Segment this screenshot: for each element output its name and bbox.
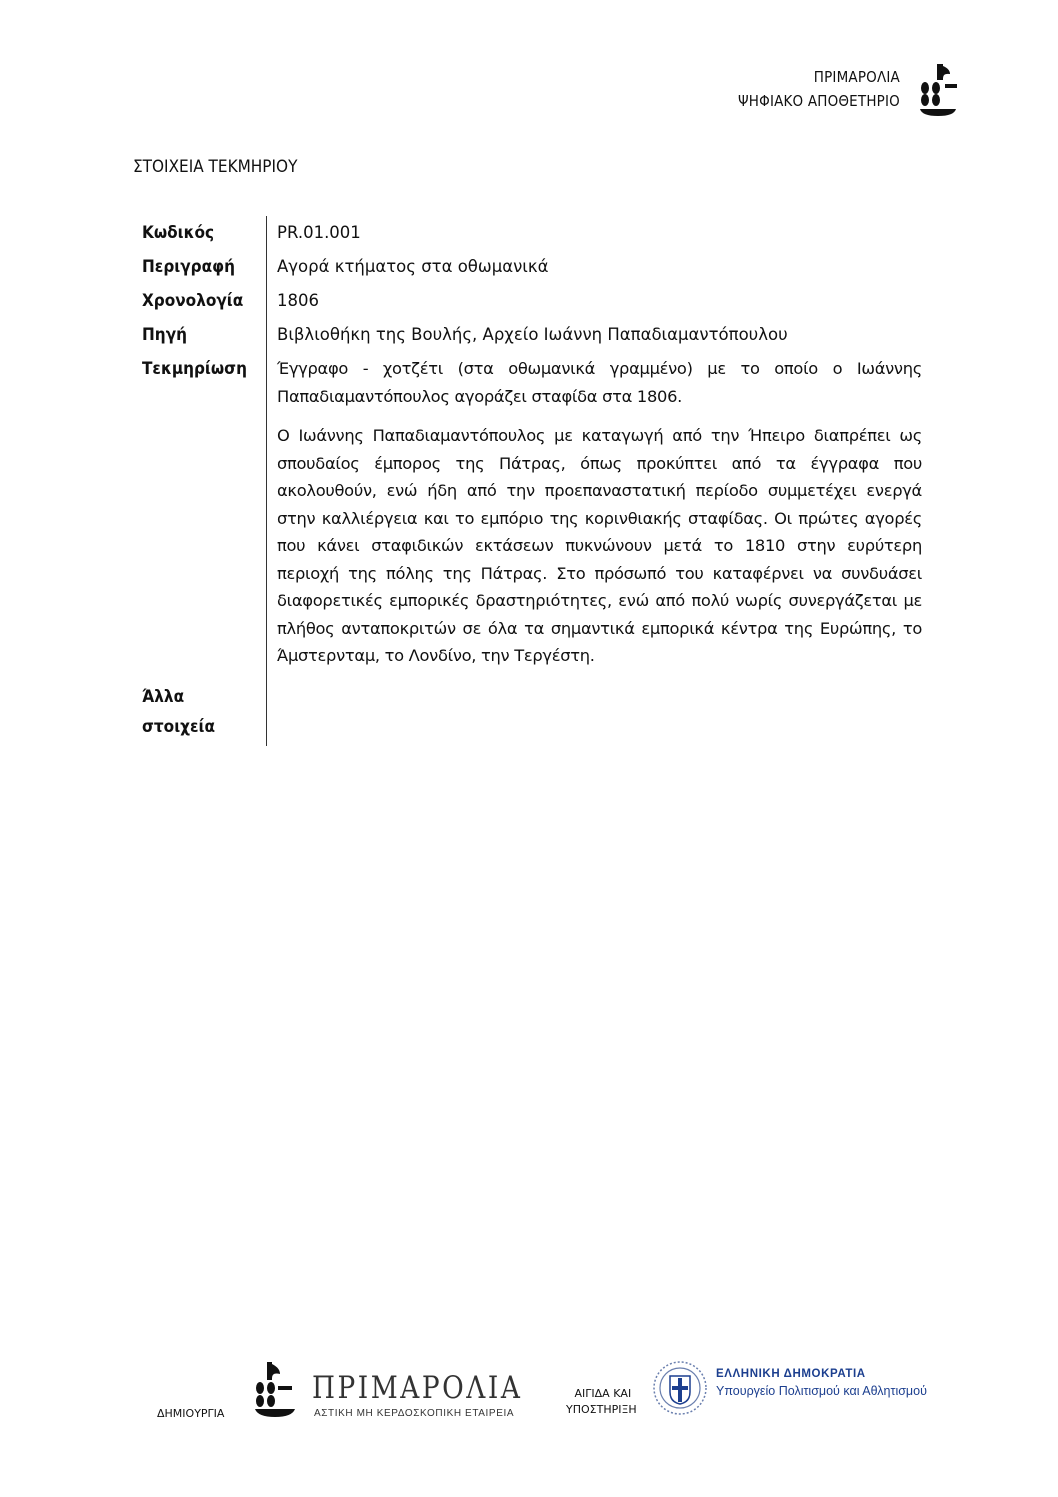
creation-label: ΔΗΜΙΟΥΡΓΙΑ (157, 1407, 225, 1420)
date-label: Χρονολογία (142, 291, 244, 311)
support-label-line1: ΑΙΓΙΔΑ ΚΑΙ (574, 1387, 632, 1400)
source-label: Πηγή (142, 325, 188, 345)
ministry-title: ΕΛΛΗΝΙΚΗ ΔΗΜΟΚΡΑΤΙΑ (716, 1368, 866, 1380)
header-brand-text (738, 65, 900, 113)
header (720, 62, 960, 116)
date-value: 1806 (266, 284, 922, 318)
metadata-table (142, 216, 922, 746)
other-value (266, 678, 922, 746)
support-label-line2: ΥΠΟΣΤΗΡΙΞΗ (566, 1403, 637, 1416)
row-description (142, 250, 922, 284)
code-value: PR.01.001 (266, 216, 922, 250)
header-brand-line1: ΠΡΙΜΑΡΟΛΙΑ (813, 68, 900, 86)
documentation-paragraph-1: Έγγραφο - χοτζέτι (στα οθωμανικά γραμμένο) με το οποίο ο Ιωάννης Παπαδιαμαντόπουλος αγοράζει σταφίδα στα 1806. (277, 359, 922, 406)
documentation-paragraph-2: Ο Ιωάννης Παπαδιαμαντόπουλος με καταγωγή από την Ήπειρο διαπρέπει ως σπουδαίος έμπορος της Πάτρας, όπως προκύπτει από τα έγγραφα που ακολουθούν, ενώ ήδη από την προεπαναστατική περίοδο συμμετέχει ενεργά στην καλλιέργεια και το εμπόριο της κορινθιακής σταφίδας. Οι πρώτες αγορές που κάνει σταφιδικών εκτάσεων πυκνώνουν μετά το 1810 στην ευρύτερη περιοχή της πόλης της Πάτρας. Στο πρόσωπό του καταφέρνει να συνδυάσει διαφορετικές εμπορικές δραστηριότητες, ενώ από πολύ νωρίς συνεργάζεται με πλήθος ανταποκριτών σε όλα τα σημαντικά εμπορικά κέντρα της Ευρώπης, το Άμστερνταμ, το Λονδίνο, την Τεργέστη. (277, 426, 922, 665)
row-documentation (142, 352, 922, 678)
code-label: Κωδικός (142, 223, 215, 243)
row-other (142, 678, 922, 746)
greek-coat-of-arms-icon (652, 1360, 708, 1416)
other-label: Άλλα στοιχεία (142, 686, 216, 737)
documentation-value (266, 352, 922, 678)
primarolia-footer-logo-icon (252, 1360, 298, 1418)
row-code (142, 216, 922, 250)
primarolia-logo-icon (916, 62, 960, 116)
description-value: Αγορά κτήματος στα οθωμανικά (266, 250, 922, 284)
footer (0, 1356, 1058, 1436)
documentation-label: Τεκμηρίωση (142, 359, 248, 379)
support-label (566, 1386, 637, 1418)
page-title: ΣΤΟΙΧΕΙΑ ΤΕΚΜΗΡΙΟΥ (133, 157, 298, 177)
row-source (142, 318, 922, 352)
ministry-name: Υπουργείο Πολιτισμού και Αθλητισμού (716, 1384, 927, 1398)
source-value: Βιβλιοθήκη της Βουλής, Αρχείο Ιωάννη Παπαδιαμαντόπουλου (266, 318, 922, 352)
header-brand-line2: ΨΗΦΙΑΚΟ ΑΠΟΘΕΤΗΡΙΟ (738, 92, 900, 110)
footer-brand-tagline: ΑΣΤΙΚΗ ΜΗ ΚΕΡΔΟΣΚΟΠΙΚΗ ΕΤΑΙΡΕΙΑ (314, 1408, 515, 1419)
row-date (142, 284, 922, 318)
footer-brand-name: ΠΡΙΜΑΡΟΛΙΑ (312, 1370, 523, 1406)
description-label: Περιγραφή (142, 257, 235, 277)
